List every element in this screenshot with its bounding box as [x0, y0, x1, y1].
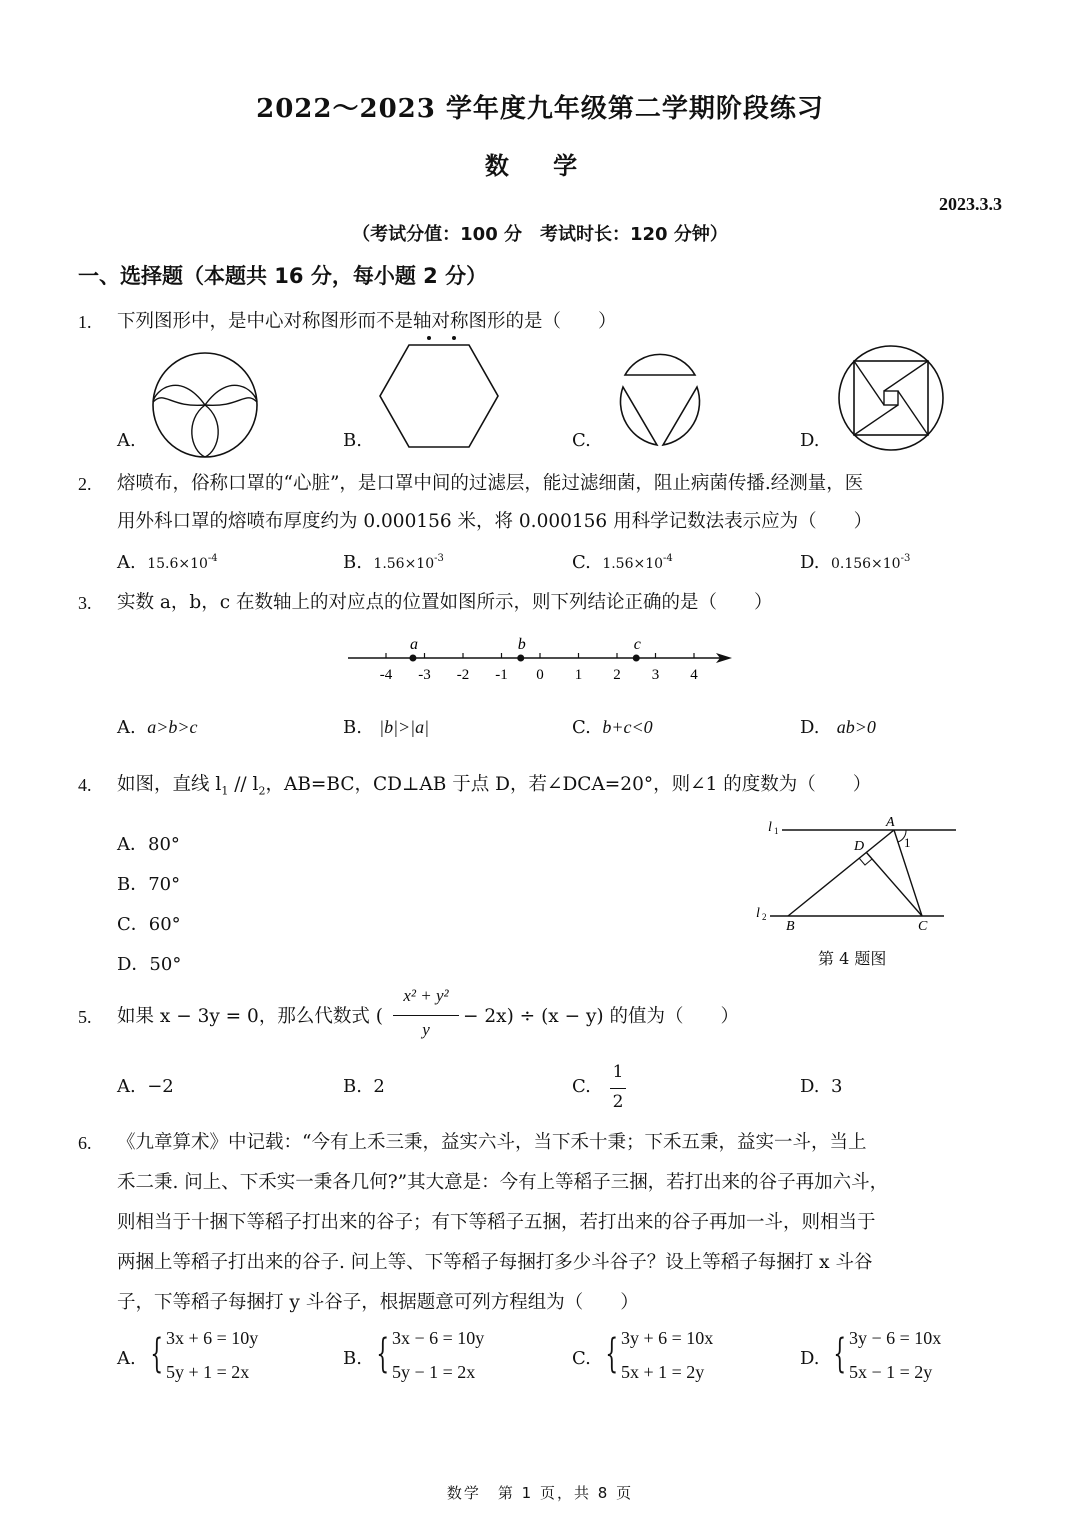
- option-exponent: -4: [207, 553, 218, 564]
- tick-label: -2: [456, 667, 470, 683]
- option-value: a>b>c: [147, 717, 198, 737]
- q4-text-part: 如图，直线 l: [117, 774, 222, 795]
- brace-icon: {: [605, 1331, 619, 1377]
- option-label: C.: [572, 1076, 591, 1097]
- q5-option-a[interactable]: [117, 1076, 174, 1097]
- label-l2-sub: 2: [762, 912, 767, 922]
- q6-option-d-eq1: 3y − 6 = 10x: [849, 1328, 942, 1348]
- label-angle-1: 1: [904, 835, 911, 850]
- q2-option-d[interactable]: [800, 552, 910, 573]
- q2-option-b[interactable]: [343, 552, 444, 573]
- option-label: C.: [572, 552, 591, 573]
- q2-text-line2: 用外科口罩的熔喷布厚度约为 0.000156 米，将 0.000156 用科学记数法表示应为（ ）: [117, 511, 873, 532]
- q5-text: [117, 997, 383, 1037]
- q6-text-line3: 则相当于十捆下等稻子打出来的谷子；有下等稻子五捆，若打出来的谷子再加一斗，则相当于: [117, 1212, 876, 1233]
- tick-label: -1: [495, 667, 508, 683]
- q1-text: 下列图形中，是中心对称图形而不是轴对称图形的是（ ）: [117, 311, 617, 332]
- option-label: B.: [343, 717, 362, 738]
- q3-number: 3.: [78, 593, 92, 613]
- q2-text-line1: 熔喷布，俗称口罩的“心脏”，是口罩中间的过滤层，能过滤细菌，阻止病菌传播.经测量，医: [117, 473, 864, 494]
- q5-option-c[interactable]: [572, 1076, 591, 1097]
- q4-number: 4.: [78, 775, 92, 795]
- q1-option-c[interactable]: C.: [572, 430, 591, 451]
- q6-option-b-eq1: 3x − 6 = 10y: [392, 1328, 485, 1348]
- label-C: C: [918, 919, 928, 934]
- page-footer: 数学 第 1 页，共 8 页: [446, 1484, 634, 1502]
- q1-figure-c: [605, 345, 715, 447]
- q6-option-a[interactable]: A.: [117, 1348, 136, 1369]
- option-label: C.: [572, 717, 591, 738]
- option-label: B.: [343, 552, 362, 573]
- tick-label: 0: [536, 667, 544, 683]
- q6-option-a-eq1: 3x + 6 = 10y: [166, 1328, 259, 1348]
- q4-text-part: // l: [228, 774, 259, 795]
- option-label: A.: [117, 717, 136, 738]
- point-label-b: b: [517, 636, 526, 653]
- q4-text: [117, 765, 871, 812]
- q6-text-line2: 禾二秉. 问上、下禾实一秉各几何?”其大意是：今有上等稻子三捆，若打出来的谷子再加六斗，: [117, 1172, 889, 1193]
- label-l1: l: [768, 820, 772, 835]
- option-value: 3: [830, 1076, 843, 1097]
- subject-title: 数 学: [484, 151, 596, 180]
- point-label-c: c: [633, 636, 641, 653]
- q3-text: 实数 a，b，c 在数轴上的对应点的位置如图所示，则下列结论正确的是（ ）: [117, 592, 773, 613]
- emphasis-dot: [452, 336, 456, 340]
- point-a: [409, 655, 416, 662]
- fraction-bar: [393, 1015, 459, 1016]
- q6-text-line1: 《九章算术》中记载：“今有上禾三秉，益实六斗，当下禾十秉；下禾五秉，益实一斗，当上: [117, 1132, 867, 1153]
- option-exponent: -3: [434, 553, 444, 564]
- brace-icon: {: [833, 1331, 847, 1377]
- q6-option-d-eq2: 5x − 1 = 2y: [849, 1362, 933, 1382]
- q4-option-a[interactable]: A．80°: [117, 834, 180, 855]
- q6-text-line5: 子，下等稻子每捆打 y 斗谷子，根据题意可列方程组为（ ）: [117, 1292, 639, 1313]
- option-value: 15.6×10: [147, 556, 208, 572]
- q6-number: 6.: [78, 1133, 92, 1153]
- tick-label: 1: [574, 667, 583, 683]
- label-A: A: [886, 815, 895, 830]
- q1-figure-a: [150, 350, 260, 460]
- fraction-bar: [610, 1088, 626, 1089]
- q4-figure: [752, 812, 962, 937]
- exam-date: 2023.3.3: [939, 194, 1002, 214]
- q1-option-a[interactable]: A.: [117, 430, 136, 451]
- option-exponent: -3: [900, 553, 911, 564]
- q4-subscript: 2: [258, 784, 266, 798]
- option-value: −2: [147, 1076, 174, 1097]
- point-c: [633, 655, 640, 662]
- q4-option-d[interactable]: D．50°: [117, 954, 182, 975]
- q4-option-c[interactable]: C．60°: [117, 914, 181, 935]
- q5-option-c-den: 2: [612, 1092, 624, 1112]
- q2-number: 2.: [78, 474, 92, 494]
- label-l2: l: [756, 906, 760, 921]
- emphasis-dot: [427, 336, 431, 340]
- q5-number: 5.: [78, 1007, 92, 1027]
- section-heading: 一、选择题（本题共 16 分，每小题 2 分）: [78, 264, 488, 288]
- option-value: 1.56×10: [602, 556, 664, 572]
- brace-icon: {: [150, 1331, 164, 1377]
- option-value: ab>0: [836, 717, 876, 737]
- q3-option-d[interactable]: [800, 717, 876, 738]
- q6-option-c-eq1: 3y + 6 = 10x: [621, 1328, 714, 1348]
- tick-label: -3: [418, 667, 431, 683]
- option-label: D.: [800, 552, 820, 573]
- option-label: D.: [800, 1076, 820, 1097]
- q1-option-b[interactable]: B.: [343, 430, 362, 451]
- q5-option-c-num: 1: [612, 1062, 624, 1082]
- q5-option-b[interactable]: [343, 1076, 385, 1097]
- q3-option-b[interactable]: [343, 717, 429, 738]
- number-line: [340, 630, 740, 690]
- label-B: B: [786, 919, 795, 934]
- tick-label: 4: [690, 667, 698, 683]
- q5-denominator: y: [422, 1020, 430, 1039]
- q5-text-b: − 2x) ÷ (x − y) 的值为（ ）: [463, 1006, 740, 1027]
- q1-figure-d: [836, 343, 946, 453]
- option-value: |b|>|a|: [379, 717, 430, 737]
- q2-option-c[interactable]: [572, 552, 673, 573]
- tick-label: -4: [379, 667, 393, 683]
- option-label: D.: [800, 717, 820, 738]
- option-label: A.: [117, 552, 136, 573]
- q6-option-d[interactable]: D.: [800, 1348, 820, 1369]
- q1-number: 1.: [78, 312, 92, 332]
- q6-option-b[interactable]: B.: [343, 1348, 362, 1369]
- option-value: 1.56×10: [373, 556, 435, 572]
- q5-text-part: 如果 x − 3y = 0，那么代数式 (: [117, 1006, 383, 1027]
- q5-numerator: x² + y²: [403, 986, 449, 1005]
- q2-option-a[interactable]: [117, 552, 218, 573]
- option-value: b+c<0: [602, 717, 653, 737]
- q1-option-d[interactable]: D.: [800, 430, 820, 451]
- q6-option-c[interactable]: C.: [572, 1348, 591, 1369]
- tick-label: 2: [613, 667, 621, 683]
- option-value: 2: [373, 1076, 385, 1097]
- point-label-a: a: [409, 636, 418, 653]
- q4-subscript: 1: [221, 784, 229, 798]
- q1-figure-b: [377, 343, 501, 449]
- brace-icon: {: [376, 1331, 390, 1377]
- q6-text-line4: 两捆上等稻子打出来的谷子. 问上等、下等稻子每捆打多少斗谷子？设上等稻子每捆打 x 斗谷: [117, 1252, 873, 1273]
- page-title: 2022～2023 学年度九年级第二学期阶段练习: [256, 94, 824, 124]
- point-b: [517, 655, 524, 662]
- exam-info: （考试分值：100 分 考试时长：120 分钟）: [352, 224, 728, 245]
- q5-option-d[interactable]: [800, 1076, 842, 1097]
- q3-option-a[interactable]: [117, 717, 197, 738]
- tick-label: 3: [651, 667, 660, 683]
- option-label: A.: [117, 1076, 136, 1097]
- label-l1-sub: 1: [774, 826, 779, 836]
- option-value: 0.156×10: [830, 556, 901, 572]
- label-D: D: [854, 839, 865, 854]
- q3-option-c[interactable]: [572, 717, 653, 738]
- option-exponent: -4: [663, 553, 673, 564]
- option-label: B.: [343, 1076, 362, 1097]
- q4-text-part: ，AB=BC，CD⊥AB 于点 D，若∠DCA=20°，则∠1 的度数为（ ）: [265, 774, 872, 795]
- q6-option-a-eq2: 5y + 1 = 2x: [166, 1362, 250, 1382]
- q6-option-b-eq2: 5y − 1 = 2x: [392, 1362, 476, 1382]
- q4-option-b[interactable]: B．70°: [117, 874, 181, 895]
- q6-option-c-eq2: 5x + 1 = 2y: [621, 1362, 705, 1382]
- q4-figure-caption: 第 4 题图: [818, 949, 887, 968]
